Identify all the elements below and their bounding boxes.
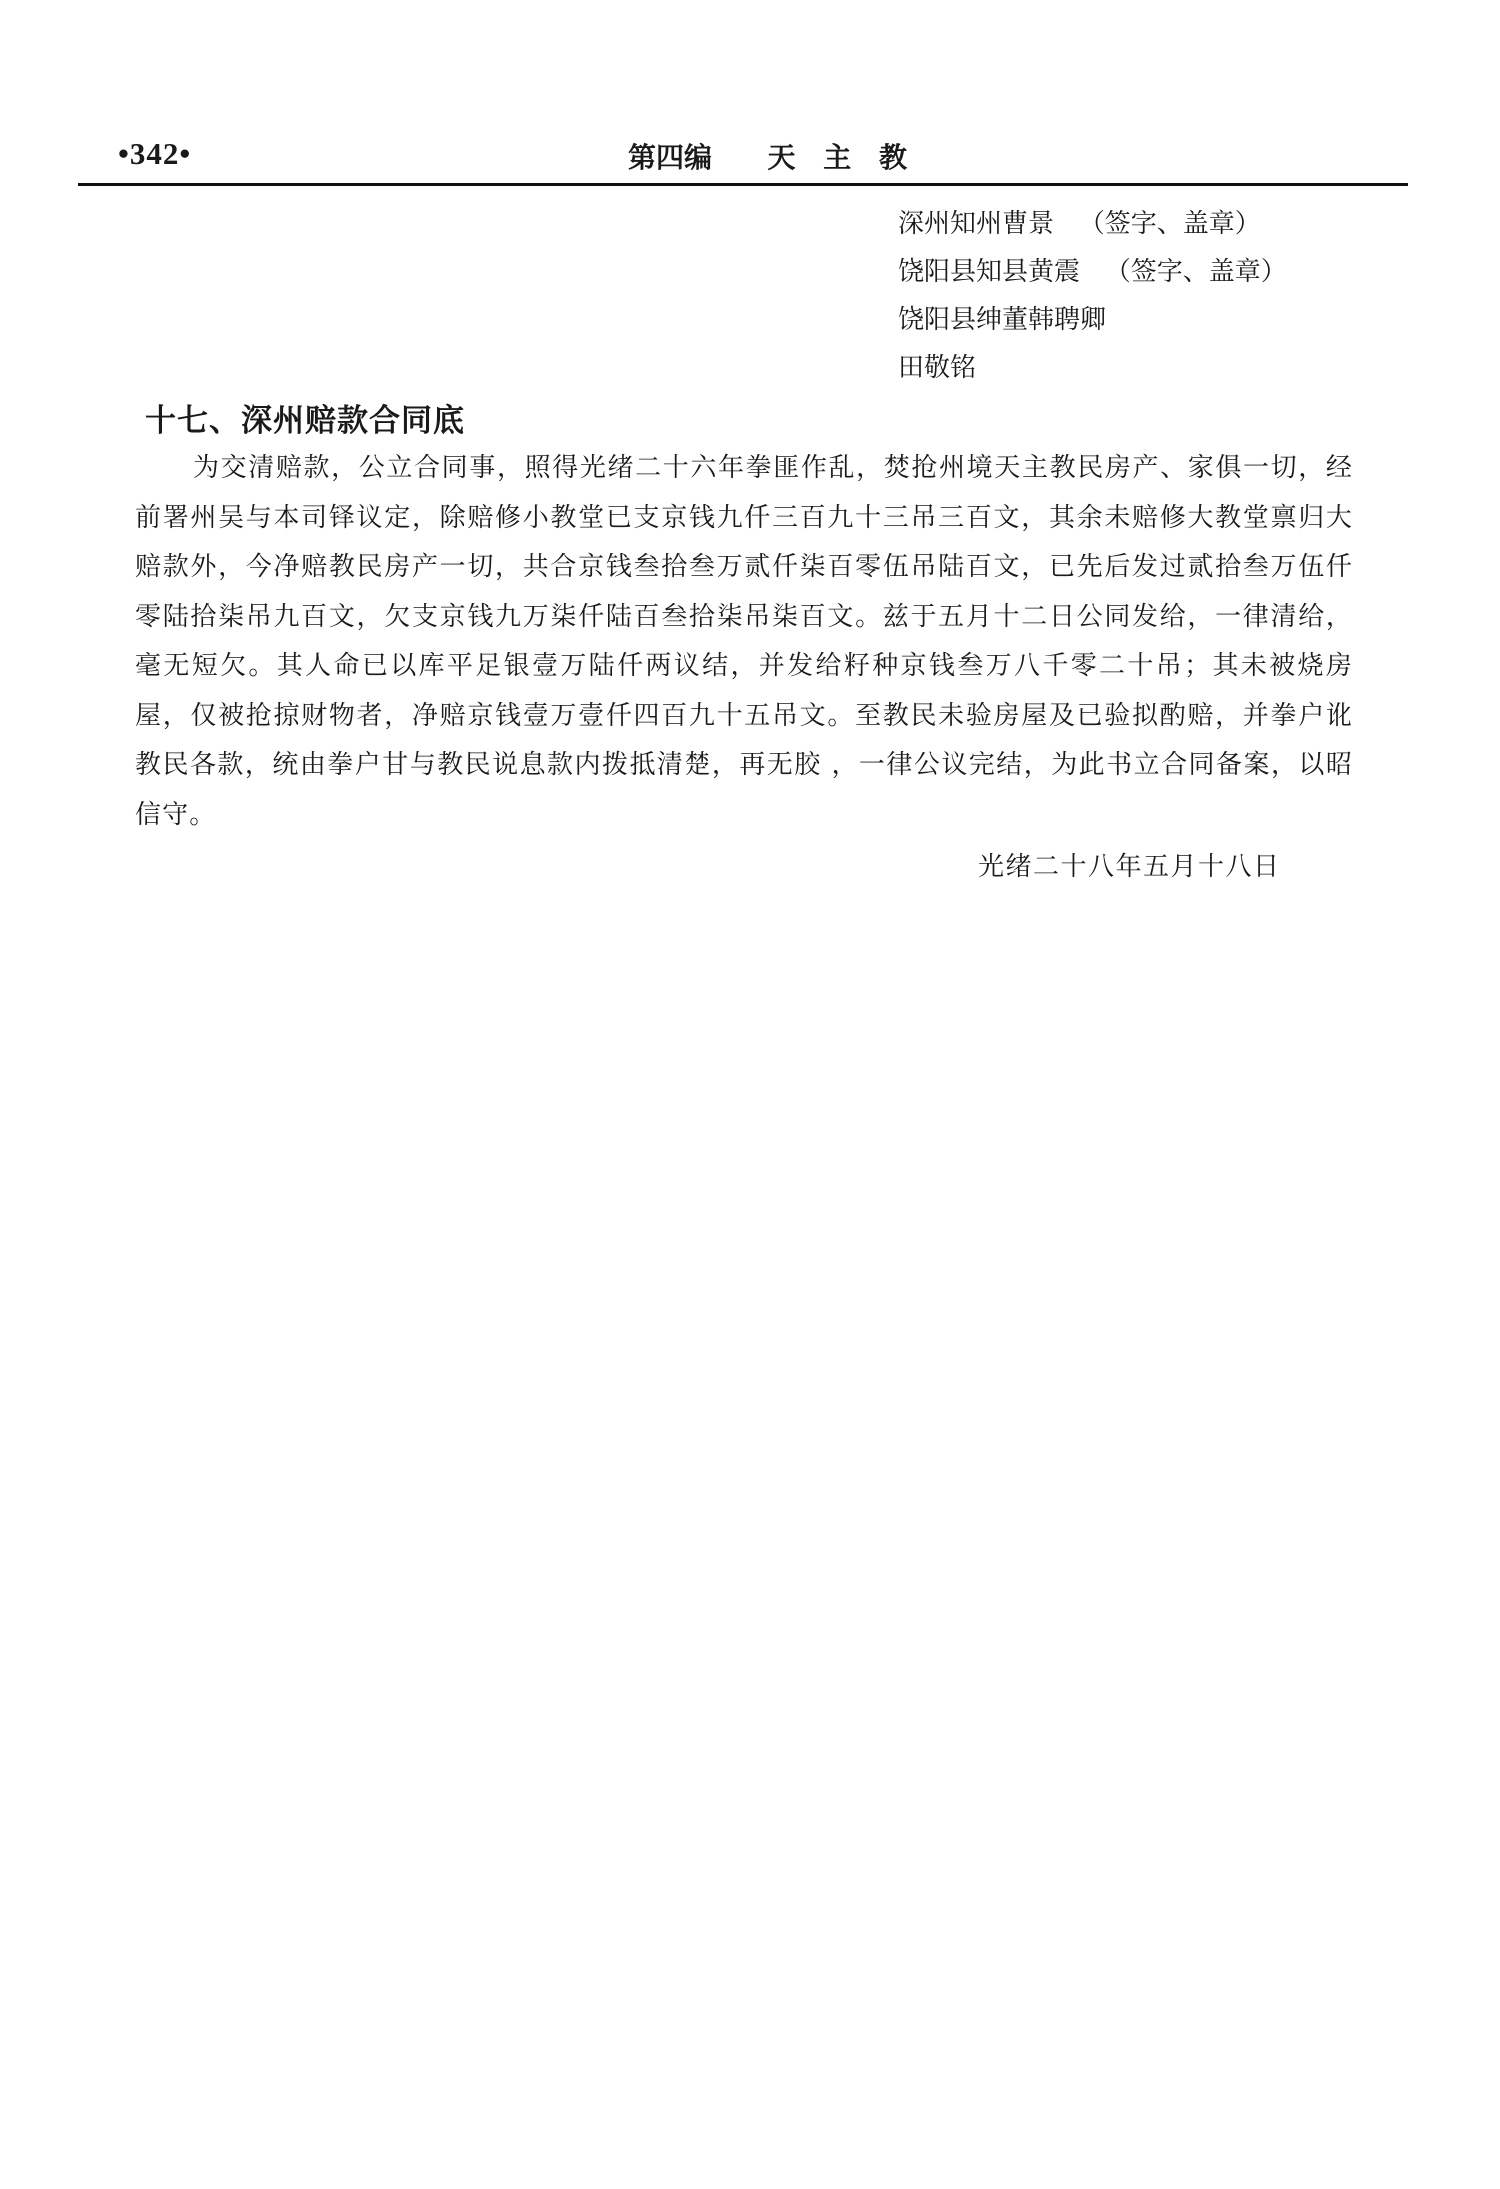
signatory-line: 饶阳县绅董韩聘卿: [898, 305, 1107, 335]
section-heading: 十七、深州赔款合同底: [145, 403, 465, 439]
header-rule: [78, 183, 1408, 186]
signatory-line: 田敬铭: [898, 353, 977, 383]
contract-body-paragraph: 为交清赔款，公立合同事，照得光绪二十六年拳匪作乱，焚抢州境天主教民房产、家俱一切，经前署州吴与本司铎议定，除赔修小教堂已支京钱九仟三百九十三吊三百文，其余未赔修大教堂禀归大赔款外，今净赔教民房产一切，共合京钱叁拾叁万贰仟柒百零伍吊陆百文，已先后发过贰拾叁万伍仟零陆拾柒吊九百文，欠支京钱九万柒仟陆百叁拾柒吊柒百文。兹于五月十二日公同发给，一律清给，毫无短欠。其人命已以库平足银壹万陆仟两议结，并发给籽种京钱叁万八千零二十吊；其未被烧房屋，仅被抢掠财物者，净赔京钱壹万壹仟四百九十五吊文。至教民未验房屋及已验拟酌赔，并拳户讹教民各款，统由拳户甘与教民说息款内拨抵清楚，再无胶 ，一律公议完结，为此书立合同备案，以昭信守。: [135, 453, 1353, 830]
contract-date: 光绪二十八年五月十八日: [978, 852, 1281, 882]
running-head: 第四编 天 主 教: [628, 141, 907, 174]
signatory-line: 饶阳县知县黄震 （签字、盖章）: [898, 257, 1287, 287]
page-header: [78, 128, 1408, 178]
signatory-list: [898, 200, 1358, 392]
page-number: •342•: [118, 136, 192, 171]
signatory-line: 深州知州曹景 （签字、盖章）: [898, 209, 1261, 239]
